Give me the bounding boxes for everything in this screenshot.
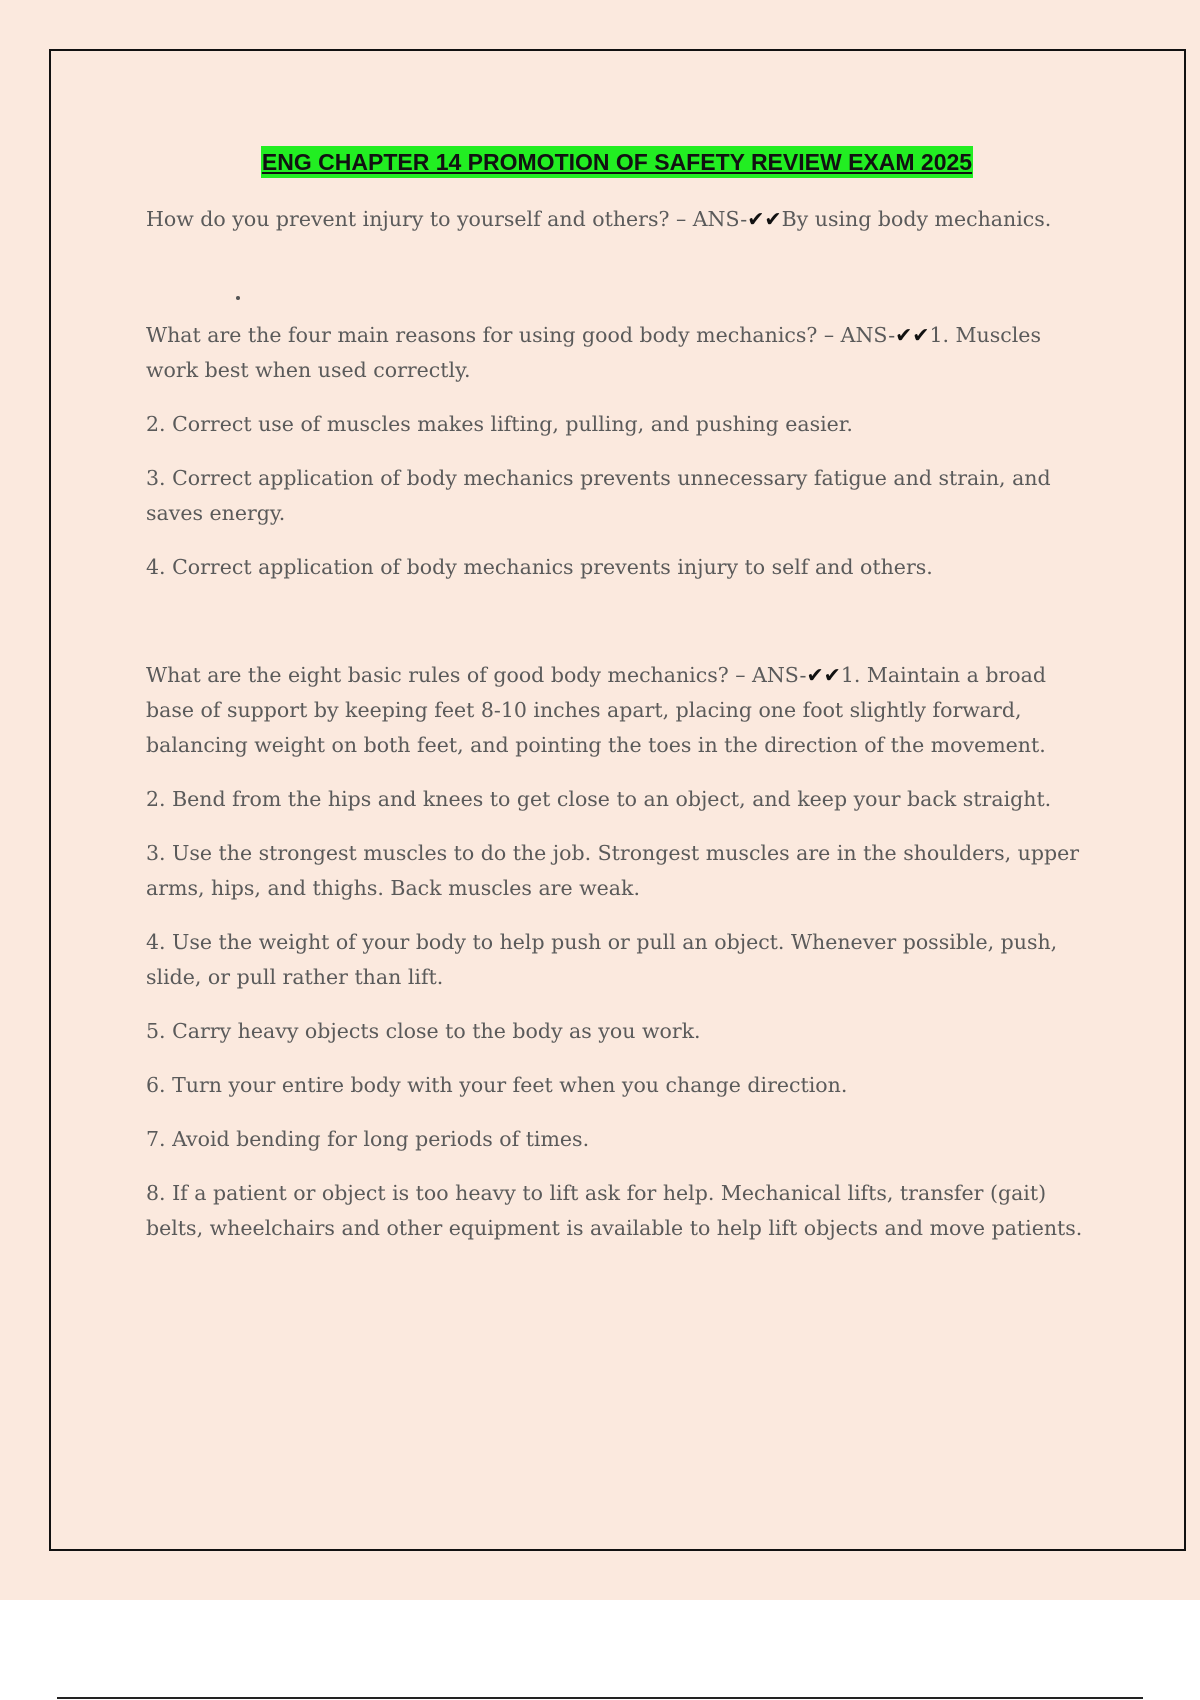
list-item: 8. If a patient or object is too heavy to lift ask for help. Mechanical lifts, transfer (gait) belts, wheelchairs and other equipment is available to help lift objects and move patients.	[146, 1181, 1083, 1240]
document-title: ENG CHAPTER 14 PROMOTION OF SAFETY REVIEW EXAM 2025	[261, 146, 973, 178]
checkmark-icon: ✔✔	[895, 323, 930, 347]
question-text: How do you prevent injury to yourself and others? – ANS-	[146, 207, 748, 231]
answer-text: By using body mechanics.	[781, 207, 1052, 231]
checkmark-icon: ✔✔	[747, 207, 782, 231]
qa-block-3	[146, 658, 1091, 763]
question-text: What are the eight basic rules of good body mechanics? – ANS-	[146, 663, 807, 687]
title-container	[0, 146, 1200, 178]
list-item: 5. Carry heavy objects close to the body as you work.	[146, 1019, 701, 1043]
list-item: 6. Turn your entire body with your feet when you change direction.	[146, 1073, 848, 1097]
document-body	[146, 202, 1091, 1246]
footer-divider	[57, 1697, 1143, 1699]
qa-block-2	[146, 318, 1091, 388]
answer-text: 1. Muscles work best when used correctly.	[146, 323, 1041, 382]
list-item: 2. Bend from the hips and knees to get close to an object, and keep your back straight.	[146, 787, 1052, 811]
qa-block-1	[146, 202, 1091, 237]
list-item: 4. Use the weight of your body to help push or pull an object. Whenever possible, push, slide, or pull rather than lift.	[146, 930, 1058, 989]
list-item: 3. Correct application of body mechanics prevents unnecessary fatigue and strain, and saves energy.	[146, 466, 1051, 525]
list-item: 4. Correct application of body mechanics prevents injury to self and others.	[146, 555, 933, 579]
list-item: 3. Use the strongest muscles to do the job. Strongest muscles are in the shoulders, upper arms, hips, and thighs. Back muscles are weak.	[146, 841, 1080, 900]
list-item: 2. Correct use of muscles makes lifting, pulling, and pushing easier.	[146, 412, 853, 436]
list-item: 7. Avoid bending for long periods of times.	[146, 1127, 590, 1151]
checkmark-icon: ✔✔	[806, 663, 841, 687]
answer-text: 1. Maintain a broad base of support by keeping feet 8-10 inches apart, placing one foot slightly forward, balancing weight on both feet, and pointing the toes in the direction of the movement.	[146, 663, 1046, 757]
question-text: What are the four main reasons for using good body mechanics? – ANS-	[146, 323, 896, 347]
